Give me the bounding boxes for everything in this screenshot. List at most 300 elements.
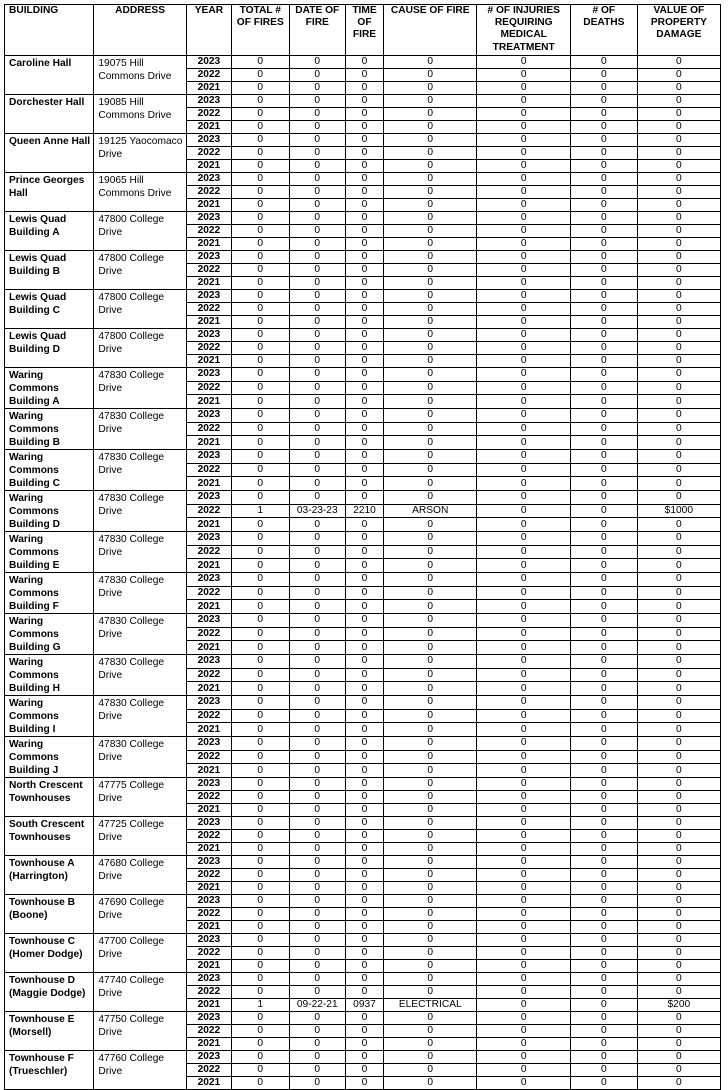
injuries-cell: 0 <box>477 303 570 316</box>
cause-of-fire-cell: 0 <box>384 147 477 160</box>
year-cell: 2022 <box>186 147 231 160</box>
deaths-cell: 0 <box>570 422 637 436</box>
property-damage-cell: 0 <box>637 1051 720 1064</box>
property-damage-cell: 0 <box>637 895 720 908</box>
deaths-cell: 0 <box>570 368 637 382</box>
cause-of-fire-cell: 0 <box>384 95 477 108</box>
property-damage-cell: 0 <box>637 225 720 238</box>
year-cell: 2023 <box>186 1012 231 1025</box>
time-of-fire-cell: 0 <box>346 395 384 409</box>
date-of-fire-cell: 0 <box>289 342 345 355</box>
building-name-cell: Prince Georges Hall <box>5 173 94 212</box>
time-of-fire-cell: 0 <box>346 869 384 882</box>
year-cell: 2022 <box>186 869 231 882</box>
property-damage-cell: 0 <box>637 368 720 382</box>
injuries-cell: 0 <box>477 212 570 225</box>
address-cell: 19075 Hill Commons Drive <box>94 56 186 95</box>
time-of-fire-cell: 2210 <box>346 504 384 518</box>
property-damage-cell: 0 <box>637 477 720 491</box>
table-body <box>5 56 721 1090</box>
cause-of-fire-cell: 0 <box>384 290 477 303</box>
date-of-fire-cell: 0 <box>289 973 345 986</box>
time-of-fire-cell: 0937 <box>346 999 384 1012</box>
time-of-fire-cell: 0 <box>346 641 384 655</box>
total-fires-cell: 0 <box>232 134 290 147</box>
table-row <box>5 56 721 69</box>
deaths-cell: 0 <box>570 856 637 869</box>
cause-of-fire-cell: 0 <box>384 843 477 856</box>
time-of-fire-cell: 0 <box>346 251 384 264</box>
date-of-fire-cell: 0 <box>289 882 345 895</box>
total-fires-cell: 0 <box>232 668 290 682</box>
property-damage-cell: 0 <box>637 186 720 199</box>
deaths-cell: 0 <box>570 750 637 764</box>
total-fires-cell: 0 <box>232 381 290 395</box>
building-name-cell: Queen Anne Hall <box>5 134 94 173</box>
time-of-fire-cell: 0 <box>346 409 384 423</box>
cause-of-fire-cell: 0 <box>384 764 477 778</box>
property-damage-cell: 0 <box>637 843 720 856</box>
cause-of-fire-cell: 0 <box>384 225 477 238</box>
year-cell: 2022 <box>186 750 231 764</box>
total-fires-cell: 0 <box>232 186 290 199</box>
year-cell: 2023 <box>186 778 231 791</box>
cause-of-fire-cell: 0 <box>384 791 477 804</box>
deaths-cell: 0 <box>570 160 637 173</box>
table-row <box>5 329 721 342</box>
time-of-fire-cell: 0 <box>346 160 384 173</box>
injuries-cell: 0 <box>477 723 570 737</box>
injuries-cell: 0 <box>477 999 570 1012</box>
deaths-cell: 0 <box>570 303 637 316</box>
time-of-fire-cell: 0 <box>346 82 384 95</box>
time-of-fire-cell: 0 <box>346 225 384 238</box>
date-of-fire-cell: 0 <box>289 817 345 830</box>
cause-of-fire-cell: 0 <box>384 960 477 973</box>
building-name-cell: Townhouse C (Homer Dodge) <box>5 934 94 973</box>
date-of-fire-cell: 0 <box>289 908 345 921</box>
deaths-cell: 0 <box>570 477 637 491</box>
date-of-fire-cell: 0 <box>289 290 345 303</box>
date-of-fire-cell: 0 <box>289 238 345 251</box>
year-cell: 2022 <box>186 791 231 804</box>
cause-of-fire-cell: 0 <box>384 627 477 641</box>
date-of-fire-cell: 0 <box>289 95 345 108</box>
table-row <box>5 450 721 464</box>
deaths-cell: 0 <box>570 668 637 682</box>
date-of-fire-cell: 0 <box>289 947 345 960</box>
time-of-fire-cell: 0 <box>346 532 384 546</box>
deaths-cell: 0 <box>570 491 637 505</box>
deaths-cell: 0 <box>570 559 637 573</box>
total-fires-cell: 0 <box>232 895 290 908</box>
total-fires-cell: 0 <box>232 56 290 69</box>
year-cell: 2021 <box>186 355 231 368</box>
property-damage-cell: 0 <box>637 290 720 303</box>
year-cell: 2022 <box>186 1025 231 1038</box>
date-of-fire-cell: 0 <box>289 477 345 491</box>
injuries-cell: 0 <box>477 573 570 587</box>
date-of-fire-cell: 0 <box>289 491 345 505</box>
cause-of-fire-cell: 0 <box>384 804 477 817</box>
time-of-fire-cell: 0 <box>346 199 384 212</box>
property-damage-cell: 0 <box>637 491 720 505</box>
year-cell: 2021 <box>186 436 231 450</box>
total-fires-cell: 0 <box>232 277 290 290</box>
deaths-cell: 0 <box>570 586 637 600</box>
property-damage-cell: 0 <box>637 160 720 173</box>
address-cell: 47830 College Drive <box>94 655 186 696</box>
time-of-fire-cell: 0 <box>346 1051 384 1064</box>
cause-of-fire-cell: 0 <box>384 895 477 908</box>
year-cell: 2023 <box>186 409 231 423</box>
deaths-cell: 0 <box>570 843 637 856</box>
deaths-cell: 0 <box>570 614 637 628</box>
date-of-fire-cell: 0 <box>289 134 345 147</box>
time-of-fire-cell: 0 <box>346 238 384 251</box>
property-damage-cell: 0 <box>637 69 720 82</box>
cause-of-fire-cell: 0 <box>384 342 477 355</box>
injuries-cell: 0 <box>477 791 570 804</box>
year-cell: 2021 <box>186 1038 231 1051</box>
table-row <box>5 251 721 264</box>
property-damage-cell: 0 <box>637 573 720 587</box>
time-of-fire-cell: 0 <box>346 463 384 477</box>
injuries-cell: 0 <box>477 504 570 518</box>
injuries-cell: 0 <box>477 186 570 199</box>
deaths-cell: 0 <box>570 895 637 908</box>
injuries-cell: 0 <box>477 586 570 600</box>
cause-of-fire-cell: 0 <box>384 559 477 573</box>
year-cell: 2021 <box>186 1077 231 1090</box>
property-damage-cell: 0 <box>637 316 720 329</box>
date-of-fire-cell: 0 <box>289 518 345 532</box>
cause-of-fire-cell: 0 <box>384 586 477 600</box>
year-cell: 2022 <box>186 303 231 316</box>
cause-of-fire-cell: 0 <box>384 436 477 450</box>
injuries-cell: 0 <box>477 830 570 843</box>
year-cell: 2021 <box>186 641 231 655</box>
time-of-fire-cell: 0 <box>346 934 384 947</box>
property-damage-cell: 0 <box>637 764 720 778</box>
deaths-cell: 0 <box>570 999 637 1012</box>
cause-of-fire-cell: 0 <box>384 641 477 655</box>
injuries-cell: 0 <box>477 1025 570 1038</box>
deaths-cell: 0 <box>570 830 637 843</box>
building-name-cell: Lewis Quad Building D <box>5 329 94 368</box>
header-deaths: # OF DEATHS <box>570 5 637 56</box>
cause-of-fire-cell: 0 <box>384 655 477 669</box>
date-of-fire-cell: 0 <box>289 1025 345 1038</box>
address-cell: 47775 College Drive <box>94 778 186 817</box>
date-of-fire-cell: 0 <box>289 934 345 947</box>
injuries-cell: 0 <box>477 869 570 882</box>
date-of-fire-cell: 0 <box>289 199 345 212</box>
time-of-fire-cell: 0 <box>346 491 384 505</box>
deaths-cell: 0 <box>570 804 637 817</box>
cause-of-fire-cell: 0 <box>384 199 477 212</box>
year-cell: 2022 <box>186 627 231 641</box>
table-row <box>5 934 721 947</box>
year-cell: 2023 <box>186 973 231 986</box>
injuries-cell: 0 <box>477 1038 570 1051</box>
time-of-fire-cell: 0 <box>346 750 384 764</box>
deaths-cell: 0 <box>570 329 637 342</box>
date-of-fire-cell: 0 <box>289 436 345 450</box>
year-cell: 2022 <box>186 381 231 395</box>
property-damage-cell: 0 <box>637 655 720 669</box>
date-of-fire-cell: 0 <box>289 655 345 669</box>
deaths-cell: 0 <box>570 986 637 999</box>
date-of-fire-cell: 0 <box>289 586 345 600</box>
date-of-fire-cell: 0 <box>289 921 345 934</box>
deaths-cell: 0 <box>570 134 637 147</box>
property-damage-cell: 0 <box>637 627 720 641</box>
cause-of-fire-cell: 0 <box>384 1038 477 1051</box>
deaths-cell: 0 <box>570 173 637 186</box>
table-row <box>5 817 721 830</box>
address-cell: 47690 College Drive <box>94 895 186 934</box>
time-of-fire-cell: 0 <box>346 450 384 464</box>
property-damage-cell: 0 <box>637 986 720 999</box>
cause-of-fire-cell: 0 <box>384 750 477 764</box>
date-of-fire-cell: 0 <box>289 986 345 999</box>
total-fires-cell: 0 <box>232 225 290 238</box>
address-cell: 47680 College Drive <box>94 856 186 895</box>
deaths-cell: 0 <box>570 212 637 225</box>
time-of-fire-cell: 0 <box>346 737 384 751</box>
date-of-fire-cell: 0 <box>289 668 345 682</box>
date-of-fire-cell: 03-23-23 <box>289 504 345 518</box>
injuries-cell: 0 <box>477 395 570 409</box>
date-of-fire-cell: 0 <box>289 895 345 908</box>
total-fires-cell: 0 <box>232 804 290 817</box>
property-damage-cell: $200 <box>637 999 720 1012</box>
year-cell: 2021 <box>186 804 231 817</box>
injuries-cell: 0 <box>477 856 570 869</box>
total-fires-cell: 0 <box>232 238 290 251</box>
year-cell: 2021 <box>186 518 231 532</box>
cause-of-fire-cell: 0 <box>384 1064 477 1077</box>
property-damage-cell: 0 <box>637 436 720 450</box>
time-of-fire-cell: 0 <box>346 436 384 450</box>
time-of-fire-cell: 0 <box>346 627 384 641</box>
total-fires-cell: 0 <box>232 791 290 804</box>
property-damage-cell: 0 <box>637 409 720 423</box>
time-of-fire-cell: 0 <box>346 882 384 895</box>
date-of-fire-cell: 0 <box>289 303 345 316</box>
time-of-fire-cell: 0 <box>346 895 384 908</box>
property-damage-cell: 0 <box>637 532 720 546</box>
address-cell: 47830 College Drive <box>94 409 186 450</box>
cause-of-fire-cell: 0 <box>384 395 477 409</box>
deaths-cell: 0 <box>570 225 637 238</box>
deaths-cell: 0 <box>570 723 637 737</box>
year-cell: 2022 <box>186 186 231 199</box>
year-cell: 2021 <box>186 316 231 329</box>
time-of-fire-cell: 0 <box>346 355 384 368</box>
year-cell: 2021 <box>186 121 231 134</box>
address-cell: 47830 College Drive <box>94 368 186 409</box>
date-of-fire-cell: 0 <box>289 316 345 329</box>
total-fires-cell: 0 <box>232 830 290 843</box>
date-of-fire-cell: 0 <box>289 173 345 186</box>
property-damage-cell: 0 <box>637 147 720 160</box>
cause-of-fire-cell: 0 <box>384 186 477 199</box>
address-cell: 47740 College Drive <box>94 973 186 1012</box>
cause-of-fire-cell: 0 <box>384 381 477 395</box>
building-name-cell: Townhouse F (Trueschler) <box>5 1051 94 1090</box>
year-cell: 2021 <box>186 921 231 934</box>
injuries-cell: 0 <box>477 82 570 95</box>
date-of-fire-cell: 0 <box>289 395 345 409</box>
injuries-cell: 0 <box>477 895 570 908</box>
property-damage-cell: 0 <box>637 947 720 960</box>
address-cell: 47830 College Drive <box>94 532 186 573</box>
property-damage-cell: 0 <box>637 1064 720 1077</box>
deaths-cell: 0 <box>570 655 637 669</box>
injuries-cell: 0 <box>477 986 570 999</box>
cause-of-fire-cell: 0 <box>384 316 477 329</box>
property-damage-cell: 0 <box>637 95 720 108</box>
time-of-fire-cell: 0 <box>346 316 384 329</box>
cause-of-fire-cell: 0 <box>384 934 477 947</box>
deaths-cell: 0 <box>570 1051 637 1064</box>
total-fires-cell: 0 <box>232 95 290 108</box>
time-of-fire-cell: 0 <box>346 1077 384 1090</box>
property-damage-cell: 0 <box>637 108 720 121</box>
year-cell: 2021 <box>186 160 231 173</box>
year-cell: 2021 <box>186 960 231 973</box>
cause-of-fire-cell: 0 <box>384 1012 477 1025</box>
injuries-cell: 0 <box>477 121 570 134</box>
property-damage-cell: 0 <box>637 778 720 791</box>
building-name-cell: Waring Commons Building B <box>5 409 94 450</box>
time-of-fire-cell: 0 <box>346 843 384 856</box>
injuries-cell: 0 <box>477 95 570 108</box>
time-of-fire-cell: 0 <box>346 368 384 382</box>
year-cell: 2022 <box>186 947 231 960</box>
deaths-cell: 0 <box>570 69 637 82</box>
address-cell: 47700 College Drive <box>94 934 186 973</box>
property-damage-cell: 0 <box>637 641 720 655</box>
property-damage-cell: 0 <box>637 422 720 436</box>
property-damage-cell: 0 <box>637 264 720 277</box>
time-of-fire-cell: 0 <box>346 121 384 134</box>
total-fires-cell: 0 <box>232 251 290 264</box>
cause-of-fire-cell: 0 <box>384 600 477 614</box>
deaths-cell: 0 <box>570 947 637 960</box>
year-cell: 2021 <box>186 395 231 409</box>
date-of-fire-cell: 0 <box>289 960 345 973</box>
address-cell: 47830 College Drive <box>94 450 186 491</box>
deaths-cell: 0 <box>570 504 637 518</box>
time-of-fire-cell: 0 <box>346 778 384 791</box>
deaths-cell: 0 <box>570 56 637 69</box>
year-cell: 2023 <box>186 817 231 830</box>
building-name-cell: Townhouse A (Harrington) <box>5 856 94 895</box>
property-damage-cell: 0 <box>637 1012 720 1025</box>
total-fires-cell: 0 <box>232 173 290 186</box>
injuries-cell: 0 <box>477 368 570 382</box>
time-of-fire-cell: 0 <box>346 212 384 225</box>
year-cell: 2022 <box>186 108 231 121</box>
cause-of-fire-cell: 0 <box>384 108 477 121</box>
total-fires-cell: 0 <box>232 934 290 947</box>
year-cell: 2023 <box>186 573 231 587</box>
cause-of-fire-cell: 0 <box>384 212 477 225</box>
property-damage-cell: 0 <box>637 882 720 895</box>
deaths-cell: 0 <box>570 199 637 212</box>
property-damage-cell: 0 <box>637 342 720 355</box>
building-name-cell: Lewis Quad Building C <box>5 290 94 329</box>
deaths-cell: 0 <box>570 682 637 696</box>
building-name-cell: Waring Commons Building I <box>5 696 94 737</box>
cause-of-fire-cell: 0 <box>384 696 477 710</box>
property-damage-cell: 0 <box>637 682 720 696</box>
date-of-fire-cell: 0 <box>289 641 345 655</box>
cause-of-fire-cell: 0 <box>384 491 477 505</box>
year-cell: 2023 <box>186 737 231 751</box>
injuries-cell: 0 <box>477 627 570 641</box>
injuries-cell: 0 <box>477 764 570 778</box>
injuries-cell: 0 <box>477 559 570 573</box>
address-cell: 47800 College Drive <box>94 212 186 251</box>
deaths-cell: 0 <box>570 973 637 986</box>
year-cell: 2021 <box>186 600 231 614</box>
total-fires-cell: 0 <box>232 655 290 669</box>
injuries-cell: 0 <box>477 1012 570 1025</box>
cause-of-fire-cell: 0 <box>384 532 477 546</box>
time-of-fire-cell: 0 <box>346 682 384 696</box>
building-name-cell: South Crescent Townhouses <box>5 817 94 856</box>
cause-of-fire-cell: 0 <box>384 409 477 423</box>
cause-of-fire-cell: 0 <box>384 668 477 682</box>
address-cell: 47800 College Drive <box>94 251 186 290</box>
year-cell: 2021 <box>186 723 231 737</box>
time-of-fire-cell: 0 <box>346 173 384 186</box>
time-of-fire-cell: 0 <box>346 1064 384 1077</box>
date-of-fire-cell: 0 <box>289 723 345 737</box>
table-row <box>5 614 721 628</box>
deaths-cell: 0 <box>570 1064 637 1077</box>
table-row <box>5 409 721 423</box>
year-cell: 2023 <box>186 134 231 147</box>
property-damage-cell: 0 <box>637 121 720 134</box>
cause-of-fire-cell: 0 <box>384 463 477 477</box>
property-damage-cell: 0 <box>637 212 720 225</box>
table-row <box>5 290 721 303</box>
address-cell: 47830 College Drive <box>94 573 186 614</box>
year-cell: 2022 <box>186 986 231 999</box>
time-of-fire-cell: 0 <box>346 908 384 921</box>
year-cell: 2022 <box>186 504 231 518</box>
date-of-fire-cell: 0 <box>289 830 345 843</box>
time-of-fire-cell: 0 <box>346 573 384 587</box>
total-fires-cell: 0 <box>232 355 290 368</box>
building-name-cell: Townhouse D (Maggie Dodge) <box>5 973 94 1012</box>
deaths-cell: 0 <box>570 264 637 277</box>
cause-of-fire-cell: 0 <box>384 69 477 82</box>
cause-of-fire-cell: 0 <box>384 160 477 173</box>
date-of-fire-cell: 0 <box>289 147 345 160</box>
injuries-cell: 0 <box>477 518 570 532</box>
year-cell: 2023 <box>186 173 231 186</box>
deaths-cell: 0 <box>570 1012 637 1025</box>
year-cell: 2023 <box>186 290 231 303</box>
address-cell: 47830 College Drive <box>94 614 186 655</box>
property-damage-cell: 0 <box>637 56 720 69</box>
